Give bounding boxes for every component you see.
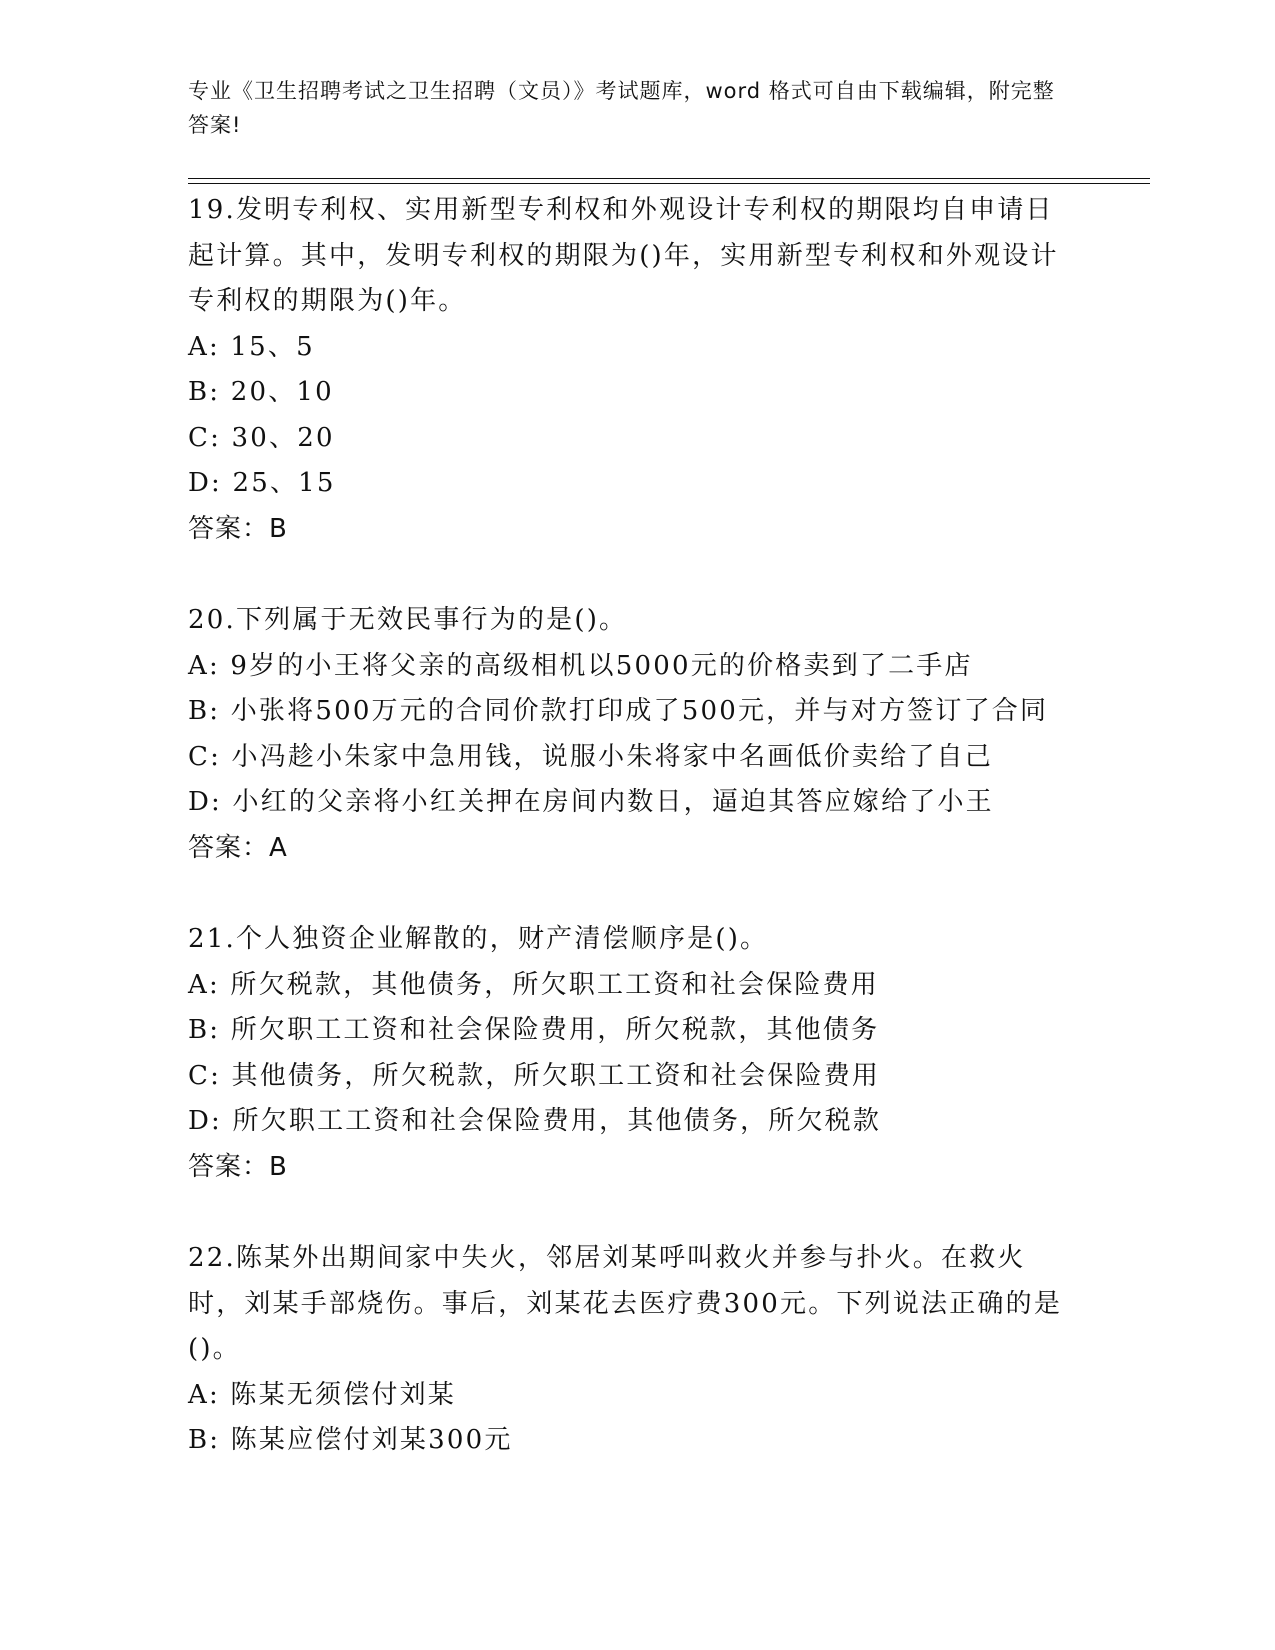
header-divider-bottom <box>188 183 1150 184</box>
option-a: A: 9岁的小王将父亲的高级相机以5000元的价格卖到了二手店 <box>188 650 973 681</box>
question-21 <box>188 917 1088 1190</box>
option-d: D: 小红的父亲将小红关押在房间内数日，逼迫其答应嫁给了小王 <box>188 787 994 817</box>
option-c: C: 30、20 <box>188 422 335 453</box>
option-a: A: 陈某无须偿付刘某 <box>188 1379 457 1410</box>
option-d: D: 25、15 <box>188 468 336 498</box>
option-b: B: 所欠职工工资和社会保险费用，所欠税款，其他债务 <box>188 1015 880 1045</box>
question-stem: 22.陈某外出期间家中失火，邻居刘某呼叫救火并参与扑火。在救火时，刘某手部烧伤。事后，刘某花去医疗费300元。下列说法正确的是()。 <box>188 1243 1063 1364</box>
option-c: C: 其他债务，所欠税款，所欠职工工资和社会保险费用 <box>188 1060 881 1091</box>
document-header: 专业《卫生招聘考试之卫生招聘（文员）》考试题库，word 格式可自由下载编辑，附完整答案! <box>188 79 1055 137</box>
answer-label: 答案：B <box>188 1151 288 1182</box>
option-a: A: 所欠税款，其他债务，所欠职工工资和社会保险费用 <box>188 969 880 1000</box>
option-a: A: 15、5 <box>188 331 315 362</box>
option-c: C: 小冯趁小朱家中急用钱，说服小朱将家中名画低价卖给了自己 <box>188 741 993 772</box>
question-stem: 20.下列属于无效民事行为的是()。 <box>188 605 628 635</box>
header-divider-top <box>188 178 1150 179</box>
question-22 <box>188 1236 1088 1464</box>
question-19 <box>188 188 1088 552</box>
answer-label: 答案：A <box>188 832 288 863</box>
option-b: B: 陈某应偿付刘某300元 <box>188 1425 513 1455</box>
answer-label: 答案：B <box>188 513 288 544</box>
question-20 <box>188 598 1088 871</box>
question-list <box>188 188 1088 1510</box>
question-stem: 19.发明专利权、实用新型专利权和外观设计专利权的期限均自申请日起计算。其中，发明专利权的期限为()年，实用新型专利权和外观设计专利权的期限为()年。 <box>188 195 1059 316</box>
option-b: B: 小张将500万元的合同价款打印成了500元，并与对方签订了合同 <box>188 696 1049 726</box>
question-stem: 21.个人独资企业解散的，财产清偿顺序是()。 <box>188 924 769 954</box>
option-d: D: 所欠职工工资和社会保险费用，其他债务，所欠税款 <box>188 1106 882 1136</box>
option-b: B: 20、10 <box>188 377 334 407</box>
